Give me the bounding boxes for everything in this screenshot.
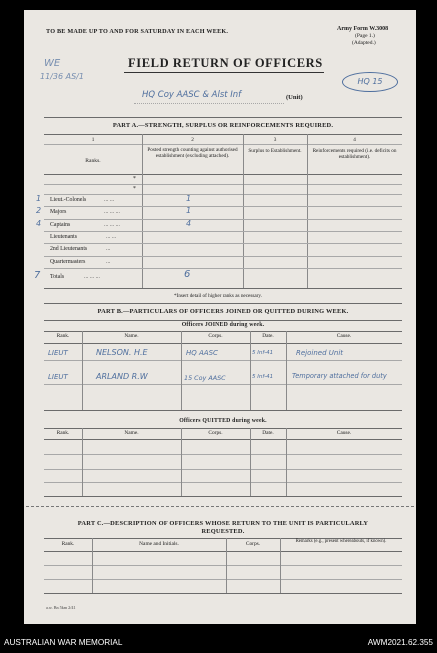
form-page-number: (Page 1.) xyxy=(355,33,375,39)
joined-cause-1: Rejoined Unit xyxy=(296,349,344,357)
rank-row-dots: ... ... xyxy=(104,197,115,203)
rank-row-divider xyxy=(44,256,402,257)
joined-name-header: Name. xyxy=(124,333,139,339)
surplus-header: Surplus to Establishment. xyxy=(248,148,302,154)
joined-cause-header: Cause. xyxy=(336,333,352,339)
part-c-heading-line-1: PART C.—DESCRIPTION OF OFFICERS WHOSE RETURN TO THE UNIT IS PARTICULARLY xyxy=(77,520,369,527)
unit-handwritten: HQ Coy AASC & Alst Inf xyxy=(142,90,242,100)
rank-row-label: 2nd Lieutenants xyxy=(50,246,88,253)
rank-row-label: Majors xyxy=(50,209,67,216)
totals-margin-mark: 7 xyxy=(34,270,41,281)
rank-row-divider xyxy=(44,268,402,269)
form-adapted: (Adapted.) xyxy=(352,40,376,46)
top-notice: TO BE MADE UP TO AND FOR SATURDAY IN EACH WEEK. xyxy=(46,28,229,35)
form-id: Army Form W.3008 xyxy=(337,26,389,32)
rank-row-divider xyxy=(44,219,402,220)
ranks-header: Ranks. xyxy=(85,158,101,164)
reinforcements-header: Reinforcements required (i.e. deficits on establishment). xyxy=(312,148,397,161)
joined-cause-2: Temporary attached for duty xyxy=(292,372,387,380)
asterisk-row-1: * xyxy=(133,176,136,182)
unit-label: (Unit) xyxy=(286,94,303,101)
form-title: FIELD RETURN OF OFFICERS xyxy=(128,56,323,70)
footer-institution: AUSTRALIAN WAR MEMORIAL xyxy=(4,638,123,647)
joined-date-1: 5 Inf-41 xyxy=(252,350,274,356)
part-a-heading: PART A.—STRENGTH, SURPLUS OR REINFORCEMENTS REQUIRED. xyxy=(112,122,334,129)
part-c-remarks-header: Remarks (e.g., present whereabouts, if known). xyxy=(295,539,387,544)
form-page xyxy=(24,10,416,624)
posted-strength-header: Posted strength counting against authorised establishment (excluding attached). xyxy=(147,147,238,160)
col-number-2: 2 xyxy=(191,137,194,143)
part-c-name-header: Name and Initials. xyxy=(139,541,179,547)
joined-rank-2: LIEUT xyxy=(48,373,68,381)
rank-row-label: Captains xyxy=(50,221,71,228)
rank-row-divider xyxy=(44,243,402,244)
rank-row-dots: ... ... xyxy=(106,233,117,240)
joined-name-2: ARLAND R.W xyxy=(96,372,148,381)
part-a-footnote: *Insert detail of higher ranks as necessary. xyxy=(174,293,262,299)
joined-corps-1: HQ AASC xyxy=(186,349,218,357)
joined-corps-header: Corps. xyxy=(208,333,223,339)
joined-date-2: 5 Inf-41 xyxy=(252,374,274,380)
joined-rank-header: Rank. xyxy=(56,333,70,339)
joined-corps-2: 15 Coy AASC xyxy=(184,374,226,382)
footer-accession-number: AWM2021.62.355 xyxy=(367,638,433,647)
rank-row-margin-mark: 1 xyxy=(36,194,42,203)
rank-row-dots: ... xyxy=(106,258,111,265)
col-number-1: 1 xyxy=(91,137,95,143)
handwritten-stamp-circle: HQ 15 xyxy=(342,72,398,92)
rank-row-dots: ... xyxy=(106,246,111,253)
part-c-rank-header: Rank. xyxy=(61,541,75,547)
part-b-heading: PART B.—PARTICULARS OF OFFICERS JOINED OR QUITTED DURING WEEK. xyxy=(97,308,349,315)
print-code: a.w. Bn 5km 2/41 xyxy=(46,605,76,610)
col-number-4: 4 xyxy=(353,137,356,143)
quitted-cause-header: Cause. xyxy=(336,430,352,436)
rank-row-label: Quartermasters xyxy=(50,258,86,265)
joined-rank-1: LIEUT xyxy=(48,349,68,357)
quitted-date-header: Date. xyxy=(262,430,274,436)
rank-row-margin-mark: 4 xyxy=(36,218,42,228)
rank-row-divider xyxy=(44,231,402,232)
totals-posted-value: 6 xyxy=(184,269,191,280)
joined-date-header: Date. xyxy=(262,333,274,339)
footer-bar xyxy=(0,633,437,653)
rank-row-posted-value: 4 xyxy=(186,218,192,228)
totals-label: Totals xyxy=(50,274,65,280)
quitted-corps-header: Corps. xyxy=(208,430,223,436)
part-c-corps-header: Corps. xyxy=(245,541,261,547)
quitted-title: Officers QUITTED during week. xyxy=(179,418,267,424)
totals-dots: ... ... ... xyxy=(84,274,100,280)
rank-row-dots: ... ... ... xyxy=(104,221,120,228)
handwritten-ref-2: 11/36 AS/1 xyxy=(40,72,84,81)
asterisk-row-2: * xyxy=(133,186,136,192)
rank-row-posted-value: 1 xyxy=(186,194,192,203)
rank-row-divider xyxy=(44,206,402,207)
rank-row-posted-value: 1 xyxy=(186,206,192,216)
rank-row-label: Lieutenants xyxy=(50,233,78,240)
handwritten-ref-1: WE xyxy=(44,58,61,69)
quitted-rank-header: Rank. xyxy=(56,430,70,436)
rank-row-label: Lieut.-Colonels xyxy=(50,197,87,203)
part-c-heading-line-2: REQUESTED. xyxy=(201,528,245,535)
rank-row-margin-mark: 2 xyxy=(36,206,42,216)
joined-name-1: NELSON. H.E xyxy=(96,348,148,357)
rank-row-dots: ... ... ... xyxy=(104,209,120,216)
quitted-name-header: Name. xyxy=(124,430,139,436)
joined-title: Officers JOINED during week. xyxy=(181,322,265,328)
col-number-3: 3 xyxy=(273,137,277,143)
